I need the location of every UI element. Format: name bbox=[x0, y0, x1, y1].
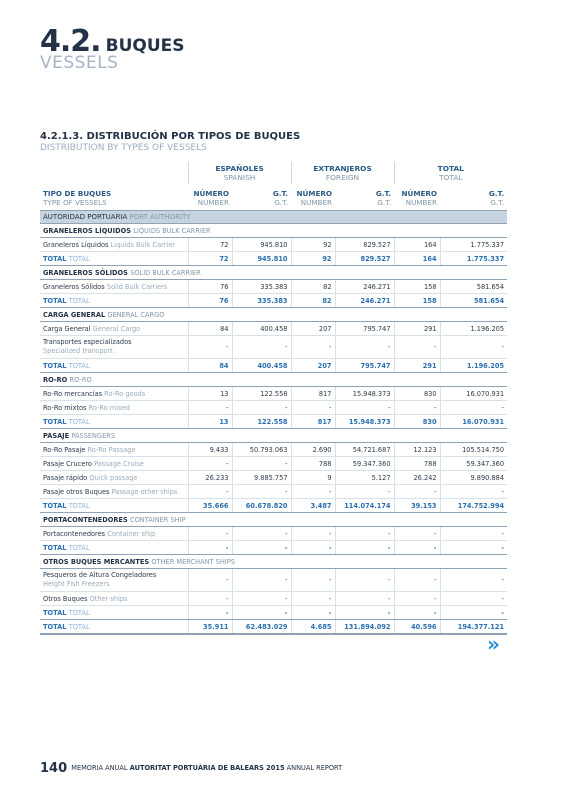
total-label: TOTAL TOTAL bbox=[40, 252, 188, 266]
table-cell: 26.242 bbox=[394, 471, 440, 485]
table-cell: 830 bbox=[394, 415, 440, 429]
table-cell: - bbox=[440, 336, 507, 359]
page-number: 140 bbox=[40, 761, 68, 776]
table-cell: - bbox=[188, 606, 232, 620]
table-cell: 40.596 bbox=[394, 620, 440, 635]
row-label: Ro-Ro mixtos Ro-Ro mixed bbox=[40, 401, 188, 415]
table-cell: - bbox=[394, 606, 440, 620]
table-row bbox=[40, 238, 507, 252]
category-row bbox=[40, 266, 507, 280]
total-label: TOTAL TOTAL bbox=[40, 541, 188, 555]
table-cell: 9.885.757 bbox=[232, 471, 291, 485]
table-cell: - bbox=[188, 485, 232, 499]
table-cell: 829.527 bbox=[335, 238, 394, 252]
row-label: Pasaje otros Buques Passage other ships bbox=[40, 485, 188, 499]
table-cell: - bbox=[335, 606, 394, 620]
table-cell: 788 bbox=[394, 457, 440, 471]
table-cell: 5.127 bbox=[335, 471, 394, 485]
category-row bbox=[40, 429, 507, 443]
row-label: Graneleros Líquidos Liquids Bulk Carrier bbox=[40, 238, 188, 252]
category-row bbox=[40, 373, 507, 387]
table-cell: - bbox=[335, 336, 394, 359]
table-cell: - bbox=[440, 401, 507, 415]
table-cell: 158 bbox=[394, 280, 440, 294]
column-header-gt: G.T. G.T. bbox=[440, 184, 507, 211]
row-label: Ro-Ro mercancías Ro-Ro goods bbox=[40, 387, 188, 401]
category-row bbox=[40, 513, 507, 527]
table-cell: 291 bbox=[394, 359, 440, 373]
table-row bbox=[40, 527, 507, 541]
table-cell: - bbox=[291, 606, 335, 620]
column-header-row bbox=[40, 184, 507, 211]
category-label: CARGA GENERAL GENERAL CARGO bbox=[40, 308, 507, 322]
table-cell: - bbox=[232, 485, 291, 499]
table-cell: 2.690 bbox=[291, 443, 335, 457]
column-header-number: NÚMERO NUMBER bbox=[394, 184, 440, 211]
table-cell: 84 bbox=[188, 322, 232, 336]
row-label: Transportes especializados Specialized transport bbox=[40, 336, 188, 359]
table-cell: 207 bbox=[291, 359, 335, 373]
column-header-gt: G.T. G.T. bbox=[232, 184, 291, 211]
table-cell: 1.775.337 bbox=[440, 238, 507, 252]
chapter-number: 4.2. bbox=[40, 24, 101, 59]
table-cell: 76 bbox=[188, 294, 232, 308]
column-header-number: NÚMERO NUMBER bbox=[291, 184, 335, 211]
table-cell: - bbox=[335, 527, 394, 541]
chapter-title-text: BUQUES bbox=[105, 36, 185, 56]
table-cell: 35.666 bbox=[188, 499, 232, 513]
category-label: GRANELEROS LÍQUIDOS LIQUIDS BULK CARRIER bbox=[40, 224, 507, 238]
table-cell: - bbox=[394, 527, 440, 541]
table-row bbox=[40, 322, 507, 336]
chapter-subtitle: VESSELS bbox=[40, 53, 119, 73]
table-cell: - bbox=[394, 569, 440, 592]
section-title bbox=[40, 131, 300, 142]
authority-label: AUTORIDAD PORTUARIA PORT AUTHORITY bbox=[40, 211, 507, 224]
table-cell: - bbox=[232, 527, 291, 541]
table-cell: 9 bbox=[291, 471, 335, 485]
row-label: Ro-Ro Pasaje Ro-Ro Passage bbox=[40, 443, 188, 457]
table-cell: 335.383 bbox=[232, 280, 291, 294]
table-cell: 291 bbox=[394, 322, 440, 336]
table-cell: - bbox=[394, 336, 440, 359]
table-cell: - bbox=[291, 336, 335, 359]
table-row bbox=[40, 280, 507, 294]
table-body bbox=[40, 211, 507, 635]
table-cell: - bbox=[335, 541, 394, 555]
subtotal-row bbox=[40, 541, 507, 555]
table-cell: 59.347.360 bbox=[440, 457, 507, 471]
section-header bbox=[40, 131, 300, 153]
table-row bbox=[40, 471, 507, 485]
table-cell: - bbox=[188, 569, 232, 592]
section-number: 4.2.1.3. bbox=[40, 131, 84, 142]
table-cell: 246.271 bbox=[335, 294, 394, 308]
table-cell: 122.558 bbox=[232, 415, 291, 429]
table-cell: 39.153 bbox=[394, 499, 440, 513]
table-row bbox=[40, 387, 507, 401]
column-header-number: NÚMERO NUMBER bbox=[188, 184, 232, 211]
section-title-text: DISTRIBUCIÓN POR TIPOS DE BUQUES bbox=[86, 131, 301, 142]
table-row bbox=[40, 592, 507, 606]
table-cell: 945.810 bbox=[232, 252, 291, 266]
category-label: PORTACONTENEDORES CONTAINER SHIP bbox=[40, 513, 507, 527]
table-cell: - bbox=[188, 541, 232, 555]
table-cell: 54.721.687 bbox=[335, 443, 394, 457]
table-cell: 82 bbox=[291, 280, 335, 294]
table-cell: 581.654 bbox=[440, 294, 507, 308]
row-label: Carga General General Cargo bbox=[40, 322, 188, 336]
table-cell: - bbox=[291, 569, 335, 592]
table-cell: 795.747 bbox=[335, 322, 394, 336]
table-row bbox=[40, 401, 507, 415]
table-cell: 114.074.174 bbox=[335, 499, 394, 513]
table-cell: 400.458 bbox=[232, 322, 291, 336]
table-cell: 16.070.931 bbox=[440, 415, 507, 429]
row-label: Pesqueros de Altura Congeladores Height Fish Freezers bbox=[40, 569, 188, 592]
category-row bbox=[40, 224, 507, 238]
grand-total-row bbox=[40, 620, 507, 635]
table-cell: 3.487 bbox=[291, 499, 335, 513]
table-cell: - bbox=[394, 401, 440, 415]
table-cell: 15.948.373 bbox=[335, 387, 394, 401]
table-cell: - bbox=[188, 527, 232, 541]
table-cell: 35.911 bbox=[188, 620, 232, 635]
table-cell: 164 bbox=[394, 252, 440, 266]
table-cell: 26.233 bbox=[188, 471, 232, 485]
table-cell: - bbox=[232, 336, 291, 359]
table-cell: - bbox=[440, 592, 507, 606]
total-label: TOTAL TOTAL bbox=[40, 294, 188, 308]
table-cell: 1.196.205 bbox=[440, 359, 507, 373]
row-label: Otros Buques Other ships bbox=[40, 592, 188, 606]
table-cell: 9.433 bbox=[188, 443, 232, 457]
table-cell: 82 bbox=[291, 294, 335, 308]
vessel-distribution-table bbox=[40, 162, 507, 635]
table-cell: - bbox=[394, 485, 440, 499]
footer-post: ANNUAL REPORT bbox=[286, 764, 343, 772]
group-header-foreign: EXTRANJEROS FOREIGN bbox=[291, 162, 394, 184]
subtotal-row bbox=[40, 499, 507, 513]
table-cell: 12.123 bbox=[394, 443, 440, 457]
table-row bbox=[40, 336, 507, 359]
table-cell: 62.483.029 bbox=[232, 620, 291, 635]
table-cell: - bbox=[232, 457, 291, 471]
table-cell: 131.894.092 bbox=[335, 620, 394, 635]
table-cell: - bbox=[188, 401, 232, 415]
table-cell: - bbox=[291, 541, 335, 555]
table-cell: 60.678.820 bbox=[232, 499, 291, 513]
section-subtitle: DISTRIBUTION BY TYPES OF VESSELS bbox=[40, 143, 207, 153]
table-cell: - bbox=[335, 401, 394, 415]
table-cell: - bbox=[440, 541, 507, 555]
table-cell: 1.775.337 bbox=[440, 252, 507, 266]
table-cell: 76 bbox=[188, 280, 232, 294]
total-label: TOTAL TOTAL bbox=[40, 359, 188, 373]
table-cell: - bbox=[335, 485, 394, 499]
chapter-header bbox=[40, 24, 185, 73]
table-cell: 246.271 bbox=[335, 280, 394, 294]
double-chevron-right-icon[interactable]: » bbox=[487, 632, 500, 656]
table-cell: 13 bbox=[188, 415, 232, 429]
table-cell: - bbox=[440, 606, 507, 620]
table-row bbox=[40, 443, 507, 457]
subtotal-row bbox=[40, 359, 507, 373]
table-cell: - bbox=[232, 569, 291, 592]
subtotal-row bbox=[40, 415, 507, 429]
table-cell: 92 bbox=[291, 238, 335, 252]
table-cell: - bbox=[232, 401, 291, 415]
category-label: RO-RO RO-RO bbox=[40, 373, 507, 387]
table-cell: - bbox=[291, 485, 335, 499]
table-cell: 158 bbox=[394, 294, 440, 308]
table-cell: 830 bbox=[394, 387, 440, 401]
table-cell: 1.196.205 bbox=[440, 322, 507, 336]
group-header-spanish: ESPAÑOLES SPANISH bbox=[188, 162, 291, 184]
table-cell: 50.793.063 bbox=[232, 443, 291, 457]
table-cell: 788 bbox=[291, 457, 335, 471]
table-cell: 795.747 bbox=[335, 359, 394, 373]
table-cell: - bbox=[291, 527, 335, 541]
table-cell: 400.458 bbox=[232, 359, 291, 373]
table-cell: 92 bbox=[291, 252, 335, 266]
table-cell: 4.685 bbox=[291, 620, 335, 635]
table-cell: - bbox=[440, 569, 507, 592]
table-cell: 72 bbox=[188, 238, 232, 252]
row-label: Portacontenedores Container ship bbox=[40, 527, 188, 541]
table-cell: - bbox=[232, 592, 291, 606]
total-label: TOTAL TOTAL bbox=[40, 499, 188, 513]
row-label: Pasaje Crucero Passage Cruise bbox=[40, 457, 188, 471]
table-cell: 817 bbox=[291, 415, 335, 429]
table-cell: - bbox=[291, 401, 335, 415]
subtotal-row bbox=[40, 252, 507, 266]
category-row bbox=[40, 555, 507, 569]
category-label: GRANELEROS SÓLIDOS SOLID BULK CARRIER bbox=[40, 266, 507, 280]
table-cell: 174.752.994 bbox=[440, 499, 507, 513]
table-cell: 9.890.884 bbox=[440, 471, 507, 485]
grand-total-label: TOTAL TOTAL bbox=[40, 620, 188, 635]
group-header-row bbox=[40, 162, 507, 184]
footer-org: AUTORITAT PORTUÀRIA DE BALEARS 2015 bbox=[129, 764, 285, 772]
category-label: OTROS BUQUES MERCANTES OTHER MERCHANT SHIPS bbox=[40, 555, 507, 569]
category-row bbox=[40, 308, 507, 322]
footer-pre: MEMORIA ANUAL bbox=[71, 764, 128, 772]
table-cell: 16.070.931 bbox=[440, 387, 507, 401]
table-cell: - bbox=[188, 457, 232, 471]
table-cell: 581.654 bbox=[440, 280, 507, 294]
column-header-gt: G.T. G.T. bbox=[335, 184, 394, 211]
table-cell: 122.558 bbox=[232, 387, 291, 401]
table-cell: 817 bbox=[291, 387, 335, 401]
table-cell: 164 bbox=[394, 238, 440, 252]
table-cell: 194.377.121 bbox=[440, 620, 507, 635]
table-cell: 72 bbox=[188, 252, 232, 266]
table-cell: - bbox=[188, 336, 232, 359]
table-cell: - bbox=[291, 592, 335, 606]
table-cell: 59.347.360 bbox=[335, 457, 394, 471]
subtotal-row bbox=[40, 606, 507, 620]
table-cell: 335.383 bbox=[232, 294, 291, 308]
table-row bbox=[40, 569, 507, 592]
table-cell: - bbox=[335, 569, 394, 592]
table-cell: - bbox=[188, 592, 232, 606]
table-cell: 13 bbox=[188, 387, 232, 401]
column-header-type: TIPO DE BUQUES TYPE OF VESSELS bbox=[40, 184, 188, 211]
group-header-total: TOTAL TOTAL bbox=[394, 162, 507, 184]
table-cell: - bbox=[394, 592, 440, 606]
category-label: PASAJE PASSENGERS bbox=[40, 429, 507, 443]
row-label: Pasaje rápido Quick passage bbox=[40, 471, 188, 485]
total-label: TOTAL TOTAL bbox=[40, 606, 188, 620]
table-cell: - bbox=[440, 527, 507, 541]
page-footer bbox=[40, 761, 342, 776]
table-cell: 84 bbox=[188, 359, 232, 373]
table-cell: 207 bbox=[291, 322, 335, 336]
table-cell: 829.527 bbox=[335, 252, 394, 266]
table-cell: 945.810 bbox=[232, 238, 291, 252]
table-cell: - bbox=[394, 541, 440, 555]
table-cell: - bbox=[440, 485, 507, 499]
table-cell: - bbox=[335, 592, 394, 606]
row-label: Graneleros Sólidos Solid Bulk Carriers bbox=[40, 280, 188, 294]
table-row bbox=[40, 457, 507, 471]
total-label: TOTAL TOTAL bbox=[40, 415, 188, 429]
table-row bbox=[40, 485, 507, 499]
table-cell: - bbox=[232, 541, 291, 555]
subtotal-row bbox=[40, 294, 507, 308]
table-cell: 15.948.373 bbox=[335, 415, 394, 429]
authority-row bbox=[40, 211, 507, 224]
table-cell: 105.514.750 bbox=[440, 443, 507, 457]
table-cell: - bbox=[232, 606, 291, 620]
